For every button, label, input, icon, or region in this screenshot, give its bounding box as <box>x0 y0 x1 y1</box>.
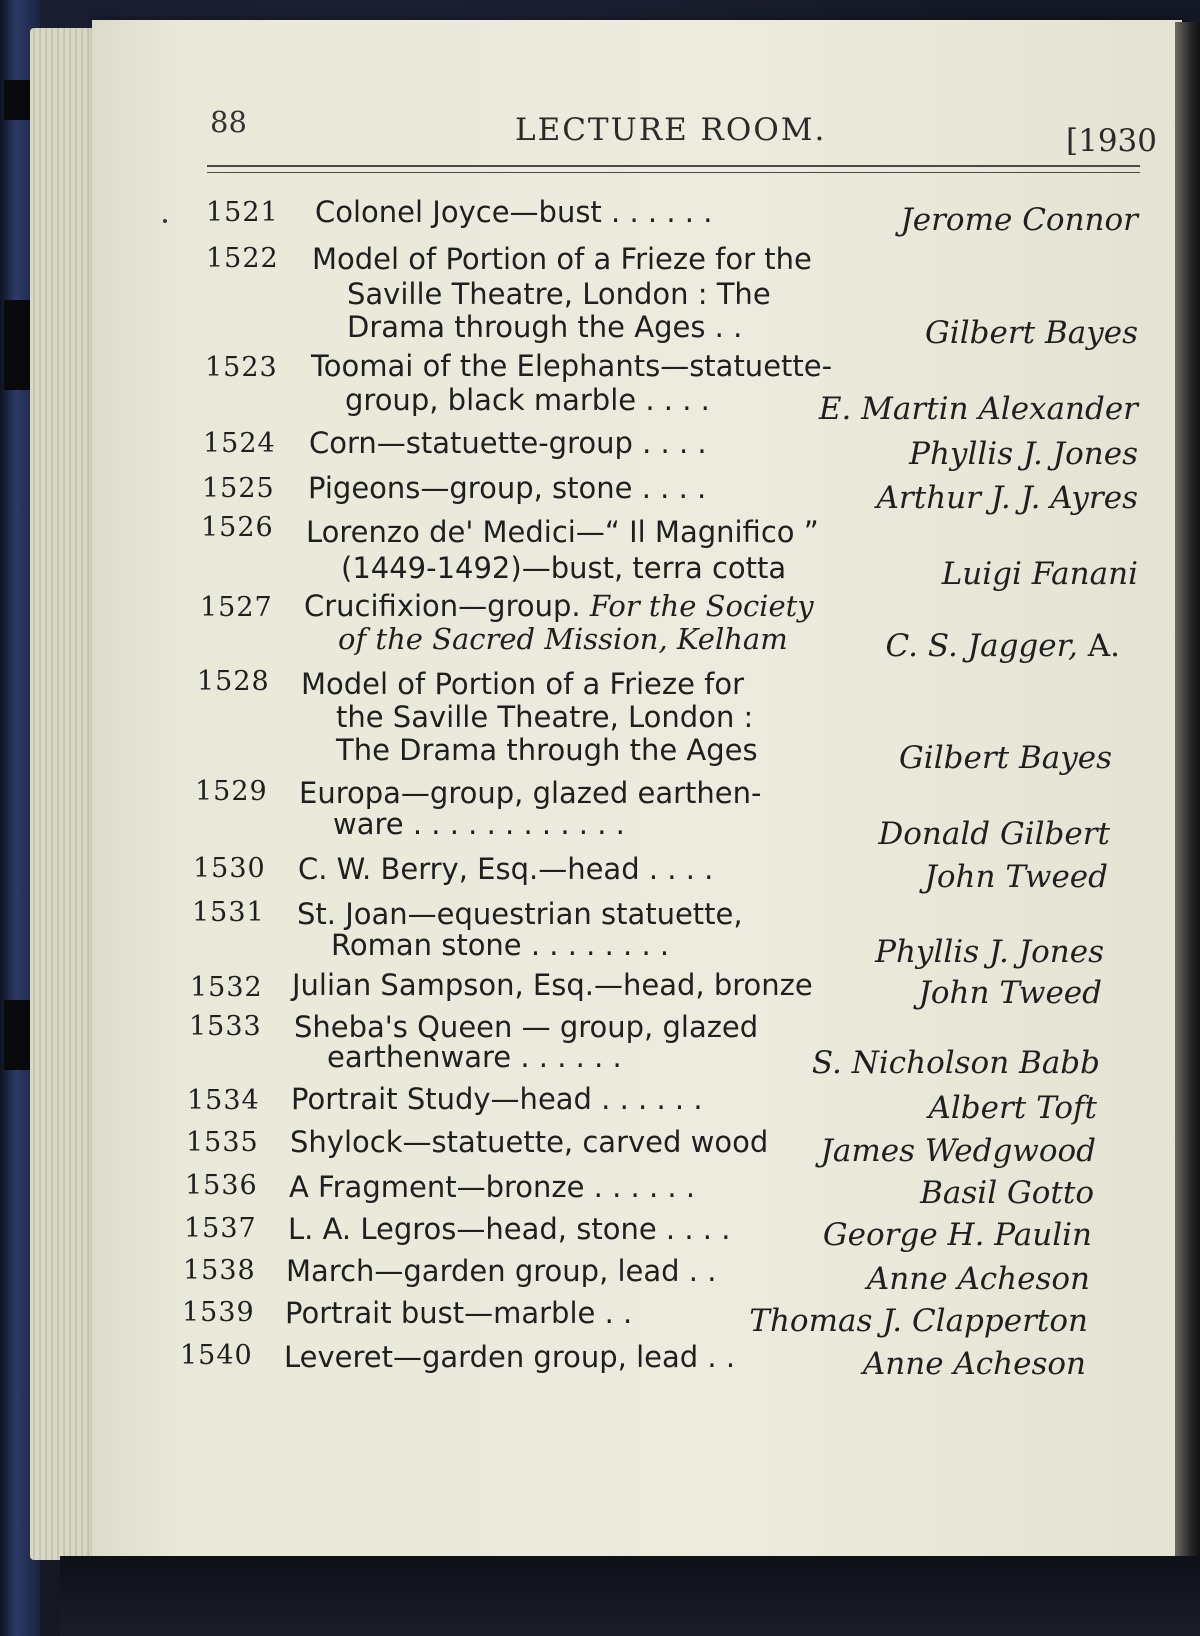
artist-name-text: C. S. Jagger, <box>885 628 1078 664</box>
catalogue-number: 1532 <box>190 972 263 1003</box>
entry-title: L. A. Legros—head, stone . . . . <box>288 1212 731 1246</box>
entry-title: Corn—statuette-group . . . . <box>309 426 707 460</box>
entry-title <box>304 589 814 623</box>
catalogue-number: 1540 <box>180 1340 253 1371</box>
entry-title: Portrait bust—marble . . <box>285 1296 633 1330</box>
catalogue-number: 1523 <box>205 352 278 383</box>
catalogue-number: 1522 <box>206 243 279 274</box>
artist-name: Basil Gotto <box>920 1175 1094 1211</box>
catalogue-number: 1535 <box>186 1127 259 1158</box>
entry-title-cont: (1449-1492)—bust, terra cotta <box>341 551 787 585</box>
entry-title-cont: the Saville Theatre, London : <box>336 700 754 734</box>
margin-mark <box>163 219 167 223</box>
page-number: 88 <box>210 105 247 139</box>
entry-title: Model of Portion of a Frieze for the <box>312 242 812 276</box>
catalogue-number: 1529 <box>195 776 268 807</box>
catalogue-number: 1533 <box>189 1011 262 1042</box>
catalogue-number: 1539 <box>182 1297 255 1328</box>
entry-title: Europa—group, glazed earthen- <box>299 776 762 810</box>
artist-name: Anne Acheson <box>862 1346 1086 1382</box>
entry-title-text: Crucifixion—group. <box>304 589 581 623</box>
commission-note: For the Society <box>589 589 814 623</box>
entry-title: Portrait Study—head . . . . . . <box>291 1082 703 1116</box>
artist-name: Donald Gilbert <box>878 816 1110 852</box>
artist-name: E. Martin Alexander <box>818 391 1138 427</box>
artist-name: Albert Toft <box>928 1090 1097 1126</box>
artist-name <box>886 628 1120 664</box>
entry-title: St. Joan—equestrian statuette, <box>297 897 743 931</box>
artist-name: John Tweed <box>918 975 1102 1011</box>
entry-title: Toomai of the Elephants—statuette- <box>311 349 833 383</box>
catalogue-number: 1527 <box>200 592 273 623</box>
catalogue-number: 1534 <box>187 1085 260 1116</box>
entry-title-cont: Saville Theatre, London : The <box>347 277 771 311</box>
catalogue-number: 1528 <box>197 666 270 697</box>
entry-title: C. W. Berry, Esq.—head . . . . <box>298 852 714 886</box>
artist-name: George H. Paulin <box>822 1217 1092 1253</box>
entry-title: Leveret—garden group, lead . . <box>284 1340 736 1374</box>
artist-name: Luigi Fanani <box>941 556 1138 592</box>
artist-name: Phyllis J. Jones <box>909 436 1138 472</box>
entry-title-cont: ware . . . . . . . . . . . . <box>333 807 625 841</box>
table-surface <box>60 1556 1200 1636</box>
artist-name: Gilbert Bayes <box>925 315 1138 351</box>
artist-name: Arthur J. J. Ayres <box>876 480 1138 516</box>
artist-name: Thomas J. Clapperton <box>749 1303 1088 1339</box>
catalogue-number: 1521 <box>206 197 279 228</box>
artist-name: John Tweed <box>924 859 1108 895</box>
entry-title-cont: earthenware . . . . . . <box>327 1040 622 1074</box>
page-gutter-shadow <box>1175 22 1200 1562</box>
artist-name: Gilbert Bayes <box>899 740 1112 776</box>
entry-title-cont: Drama through the Ages . . <box>347 310 743 344</box>
artist-name: Phyllis J. Jones <box>875 934 1104 970</box>
catalogue-number: 1524 <box>203 428 276 459</box>
entry-title: Model of Portion of a Frieze for <box>301 667 745 701</box>
entry-title: Pigeons—group, stone . . . . <box>308 471 707 505</box>
artist-honour: A. <box>1087 628 1120 664</box>
entry-title-cont: of the Sacred Mission, Kelham <box>338 622 788 656</box>
catalogue-number: 1526 <box>201 512 274 543</box>
page-year: [1930 <box>1066 123 1157 159</box>
entry-title: Lorenzo de' Medici—“ Il Magnifico ” <box>306 515 819 549</box>
catalogue-number: 1531 <box>192 897 265 928</box>
page-title: LECTURE ROOM. <box>515 112 827 148</box>
entry-title: Shylock—statuette, carved wood <box>290 1125 769 1159</box>
catalogue-number: 1537 <box>184 1213 257 1244</box>
artist-name: Anne Acheson <box>866 1261 1090 1297</box>
catalogue-number: 1538 <box>183 1255 256 1286</box>
header-rule-top <box>207 165 1140 167</box>
catalogue-number: 1530 <box>193 853 266 884</box>
header-rule-bottom <box>207 172 1140 173</box>
catalogue-number: 1525 <box>202 473 275 504</box>
artist-name: James Wedgwood <box>820 1133 1096 1169</box>
catalogue-number: 1536 <box>185 1170 258 1201</box>
entry-title-cont: group, black marble . . . . <box>345 383 710 417</box>
entry-title: March—garden group, lead . . <box>286 1254 717 1288</box>
entry-title-cont: Roman stone . . . . . . . . <box>331 928 670 962</box>
entry-title: Julian Sampson, Esq.—head, bronze <box>292 968 813 1002</box>
entry-title-cont: The Drama through the Ages <box>336 733 758 767</box>
entry-title: Colonel Joyce—bust . . . . . . <box>315 195 713 229</box>
artist-name: Jerome Connor <box>900 202 1138 238</box>
entry-title: A Fragment—bronze . . . . . . <box>289 1170 696 1204</box>
entry-title: Sheba's Queen — group, glazed <box>294 1010 759 1044</box>
artist-name: S. Nicholson Babb <box>811 1045 1100 1081</box>
